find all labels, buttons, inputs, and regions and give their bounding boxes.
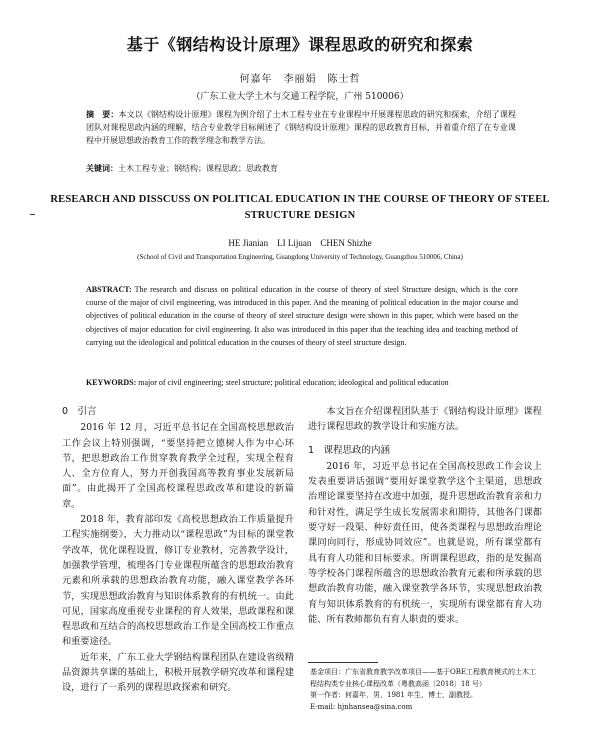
paragraph: 2018 年，教育部印发《高校思想政治工作质量提升工程实施纲要》，大力推动以“课程思政”为目标的课堂教学改革，优化课程设置，修订专业教材，完善教学设计，加强教学管理，梳理各门专业课程所蕴含的思想政治教育元素和所承载的思想政治教育功能，融入课堂教学各环节，实现思想政治教育与知识体系教育的有机统一。由此可见，国家高度重视专业课程的育人效果，思政课程和课程思政和互结合的高校思想政治工作是全国高校工作重点和重要途径。	[62, 514, 294, 648]
affiliation-en: (School of Civil and Transportation Engineering, Guangdong University of Technology, Guangzhou 510006, China)	[137, 253, 463, 261]
paper-title-en: RESEARCH AND DISSCUSS ON POLITICAL EDUCATION IN THE COURSE OF THEORY OF STEEL STRUCTURE DESIGN	[50, 194, 550, 221]
paragraph: 2016 年 12 月，习近平总书记在全国高校思想政治工作会议上特别强调，“要坚持把立德树人作为中心环节，把思想政治工作贯穿教育教学全过程，实现全程育人、全方位育人，努力开创我国高等教育事业发展新局面”。由此揭开了全国高校课程思政改革和建设的新篇章。	[62, 422, 294, 510]
paragraph: 近年来，广东工业大学钢结构课程团队在建设省级精品资源共享课的基础上，积极开展教学研究改革和课程建设，进行了一系列的课程思政探索和研究。	[62, 651, 294, 694]
keywords-cn-label: 关键词：	[86, 164, 118, 173]
margin-mark	[30, 214, 35, 215]
paper-title-cn: 基于《钢结构设计原理》课程思政的研究和探索	[126, 35, 474, 54]
affiliation-cn: （广东工业大学土木与交通工程学院，广州 510006）	[191, 92, 409, 102]
footnote-email: E-mail: hjnhansea@sina.com	[310, 702, 413, 711]
keywords-cn-text: 土木工程专业；钢结构；课程思政；思政教育	[118, 164, 278, 173]
body-column-right	[308, 404, 542, 627]
keywords-en	[86, 378, 518, 387]
footnote-author: 第一作者：何嘉年，男，1981 年生，博士，副教授。	[310, 691, 478, 699]
footnote-funding: 基金项目：广东省教育教学改革项目——基于OBE工程教育模式的土木工程结构类专业核心课程改革（粤教高函〔2018〕18 号）	[310, 668, 536, 688]
footnote	[310, 667, 542, 713]
authors-en: HE Jianian LI Lijuan CHEN Shizhe	[228, 238, 372, 248]
abstract-en-label: ABSTRACT:	[86, 285, 132, 294]
section-heading-intro: 0 引言	[62, 406, 97, 417]
keywords-cn	[86, 163, 516, 174]
keywords-en-text: major of civil engineering; steel structure; political education; ideological and political education	[138, 378, 449, 387]
body-column-left	[62, 404, 294, 696]
authors-cn: 何嘉年 李丽娟 陈士哲	[239, 74, 361, 85]
abstract-en-text: The research and discuss on political education in the course of theory of steel Structure design, which is the core course of the major of civil engineering, was introduced in this paper. And the meaning of political education in the major course and objectives of political education in the course of theory of steel structure design were shown in this paper, which were based on the objectives of major education for civil engineering. It also was introduced in this paper that the teaching idea and teaching method of carrying out the ideological and political education in the courses of theory of steel structure design.	[86, 285, 518, 347]
paragraph: 本文旨在介绍课程团队基于《钢结构设计原理》课程进行课程思政的教学设计和实施方法。	[308, 406, 542, 433]
section-heading-1: 1 课程思政的内涵	[308, 444, 391, 456]
abstract-cn-text: 本文以《钢结构设计原理》课程为例介绍了土木工程专业在专业课程中开展课程思政的研究和探索，介绍了课程团队对课程思政内涵的理解，结合专业教学目标阐述了《钢结构设计原理》课程的思政教育目标，并着重介绍了在专业课程中开展思想政治教育工作的教学理念和教学方法。	[86, 110, 517, 145]
footnote-divider	[308, 662, 378, 663]
paragraph: 2016 年，习近平总书记在全国高校思政工作会议上发表重要讲话强调“要用好课堂教学这个主渠道，思想政治理论课要坚持在改进中加强，提升思想政治教育亲和力和针对性，满足学生成长发展需求和期待，其他各门课都要守好一段渠、种好责任田，使各类课程与思想政治理论课同向同行，形成协同效应”。也就是说，所有课堂都有具有育人功能和目标要求。所谓课程思政，指的是发掘高等学校各门课程所蕴含的思想政治教育元素和所承载的思想政治教育功能，融入课堂教学各环节，实现思想政治教育与知识体系教育的有机统一，实现所有课堂都有育人功能、所有教师都负有育人职责的要求。	[308, 460, 542, 625]
abstract-cn	[86, 108, 516, 147]
abstract-en	[86, 283, 518, 349]
abstract-cn-label: 摘 要：	[86, 110, 119, 119]
keywords-en-label: KEYWORDS:	[86, 378, 137, 387]
